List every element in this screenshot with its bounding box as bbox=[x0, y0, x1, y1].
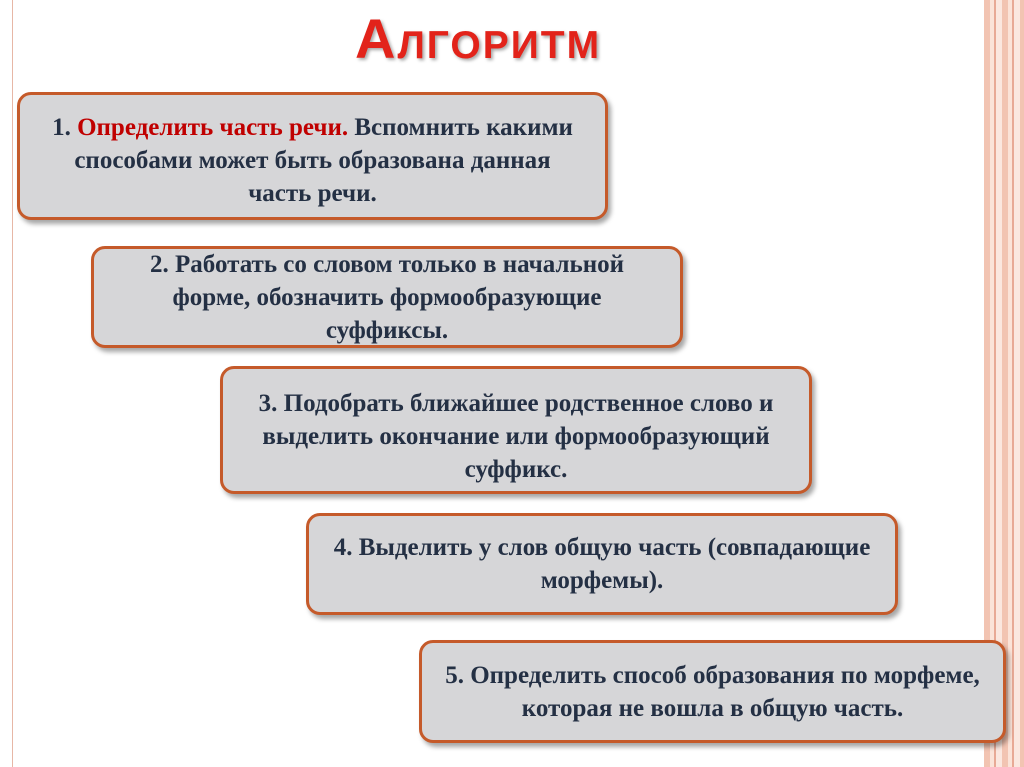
step-5-box bbox=[419, 640, 1006, 743]
step-5-text: 5. Определить способ образования по морфеме, которая не вошла в общую часть. bbox=[445, 661, 980, 722]
step-1-text bbox=[40, 111, 585, 210]
slide-title: Алгоритм bbox=[355, 7, 602, 70]
step-2-box bbox=[91, 246, 683, 348]
step-3-box bbox=[220, 366, 812, 494]
step-4-box bbox=[306, 513, 898, 615]
step-2-text: 2. Работать со словом только в начальной форме, обозначить формообразующие суффиксы. bbox=[150, 250, 624, 344]
step-3-text: 3. Подобрать ближайшее родственное слово и выделить окончание или формообразующий суффикс. bbox=[258, 389, 774, 483]
step-1-lead: Определить часть речи. bbox=[77, 113, 349, 141]
step-1-box bbox=[17, 92, 608, 220]
step-1-number: 1. bbox=[52, 113, 71, 141]
step-4-text: 4. Выделить у слов общую часть (совпадающие морфемы). bbox=[333, 534, 871, 594]
left-border-line bbox=[12, 0, 13, 767]
step-1-rest: Вспомнить какими способами может быть образована данная часть речи. bbox=[74, 113, 573, 207]
